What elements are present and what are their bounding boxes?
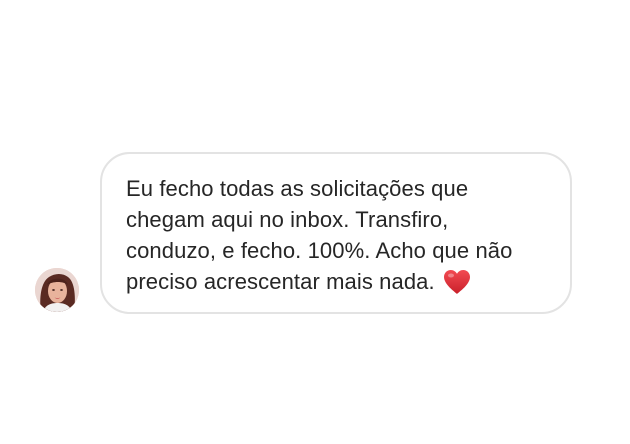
message-bubble[interactable]	[100, 152, 572, 314]
red-heart-icon	[443, 269, 471, 295]
message-line: chegam aqui no inbox. Transfiro,	[126, 207, 449, 232]
message-line-text: preciso acrescentar mais nada.	[126, 269, 435, 294]
heart-shape	[443, 269, 471, 295]
message-last-line	[126, 266, 550, 297]
avatar-photo	[35, 268, 79, 312]
message-line: Eu fecho todas as solicitações que	[126, 176, 469, 201]
sender-avatar[interactable]	[35, 268, 79, 312]
message-line: conduzo, e fecho. 100%. Acho que não	[126, 238, 513, 263]
